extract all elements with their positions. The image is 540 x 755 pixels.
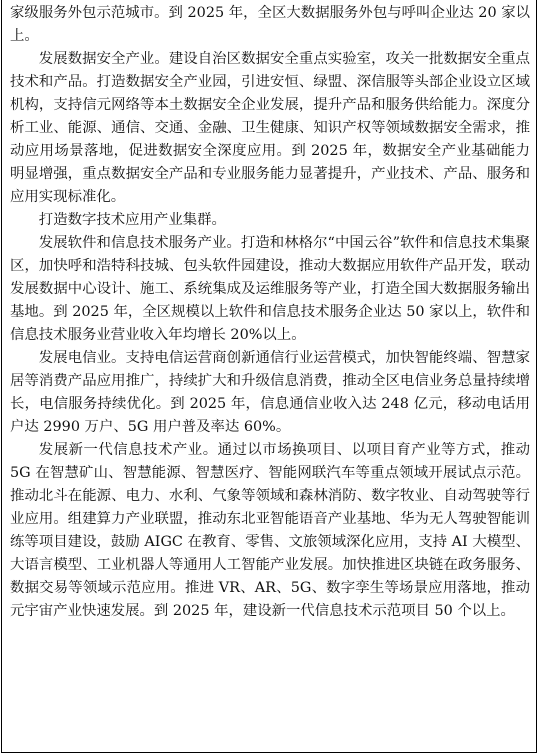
- section-heading-digital-tech-cluster: 打造数字技术应用产业集群。: [38, 212, 226, 228]
- paragraph-software-it-services: 发展软件和信息技术服务产业。打造和林格尔“中国云谷”软件和信息技术集聚区，加快呼和浩特科技城、包头软件园建设，推动大数据应用软件产品开发，联动发展数据中心设计、施工、系统集成及运维服务等产业，打造全国大数据服务输出基地。到 2025 年，全区规模以上软件和信息技术服务企业达 50 家以上，软件和信息技术服务业营业收入年均增长 20%以上。: [10, 235, 530, 343]
- document-page: [1, 0, 537, 753]
- paragraph-data-security: 发展数据安全产业。建设自治区数据安全重点实验室，攻关一批数据安全重点技术和产品。打造数据安全产业园，引进安恒、绿盟、深信服等头部企业设立区域机构，支持信元网络等本土数据安全企业发展，提升产品和服务供给能力。深度分析工业、能源、通信、交通、金融、卫生健康、知识产权等领域数据安全需求，推动应用场景落地，促进数据安全深度应用。到 2025 年，数据安全产业基础能力明显增强，重点数据安全产品和专业服务能力显著提升，产业技术、产品、服务和应用实现标准化。: [10, 51, 530, 205]
- paragraph-telecom: 发展电信业。支持电信运营商创新通信行业运营模式，加快智能终端、智慧家居等消费产品应用推广，持续扩大和升级信息消费，推动全区电信业务总量持续增长，电信服务持续优化。到 2025 年，信息通信业收入达 248 亿元，移动电话用户达 2990 万户、5G 用户普及率达 60%。: [10, 350, 530, 435]
- paragraph-next-gen-it: 发展新一代信息技术产业。通过以市场换项目、以项目育产业等方式，推动 5G 在智慧矿山、智慧能源、智慧医疗、智能网联汽车等重点领域开展试点示范。推动北斗在能源、电力、水利、气象等领域和森林消防、数字牧业、自动驾驶等行业应用。组建算力产业联盟，推动东北亚智能语音产业基地、华为无人驾驶智能训练等项目建设，鼓励 AIGC 在教育、零售、文旅领域深化应用，支持 AI 大模型、大语言模型、工业机器人等通用人工智能产业发展。加快推进区块链在政务服务、数据交易等领域示范应用。推进 VR、AR、5G、数字孪生等场景应用落地，推动元宇宙产业快速发展。到 2025 年，建设新一代信息技术示范项目 50 个以上。: [10, 442, 530, 619]
- paragraph-continuation: 家级服务外包示范城市。到 2025 年，全区大数据服务外包与呼叫企业达 20 家以上。: [10, 5, 530, 44]
